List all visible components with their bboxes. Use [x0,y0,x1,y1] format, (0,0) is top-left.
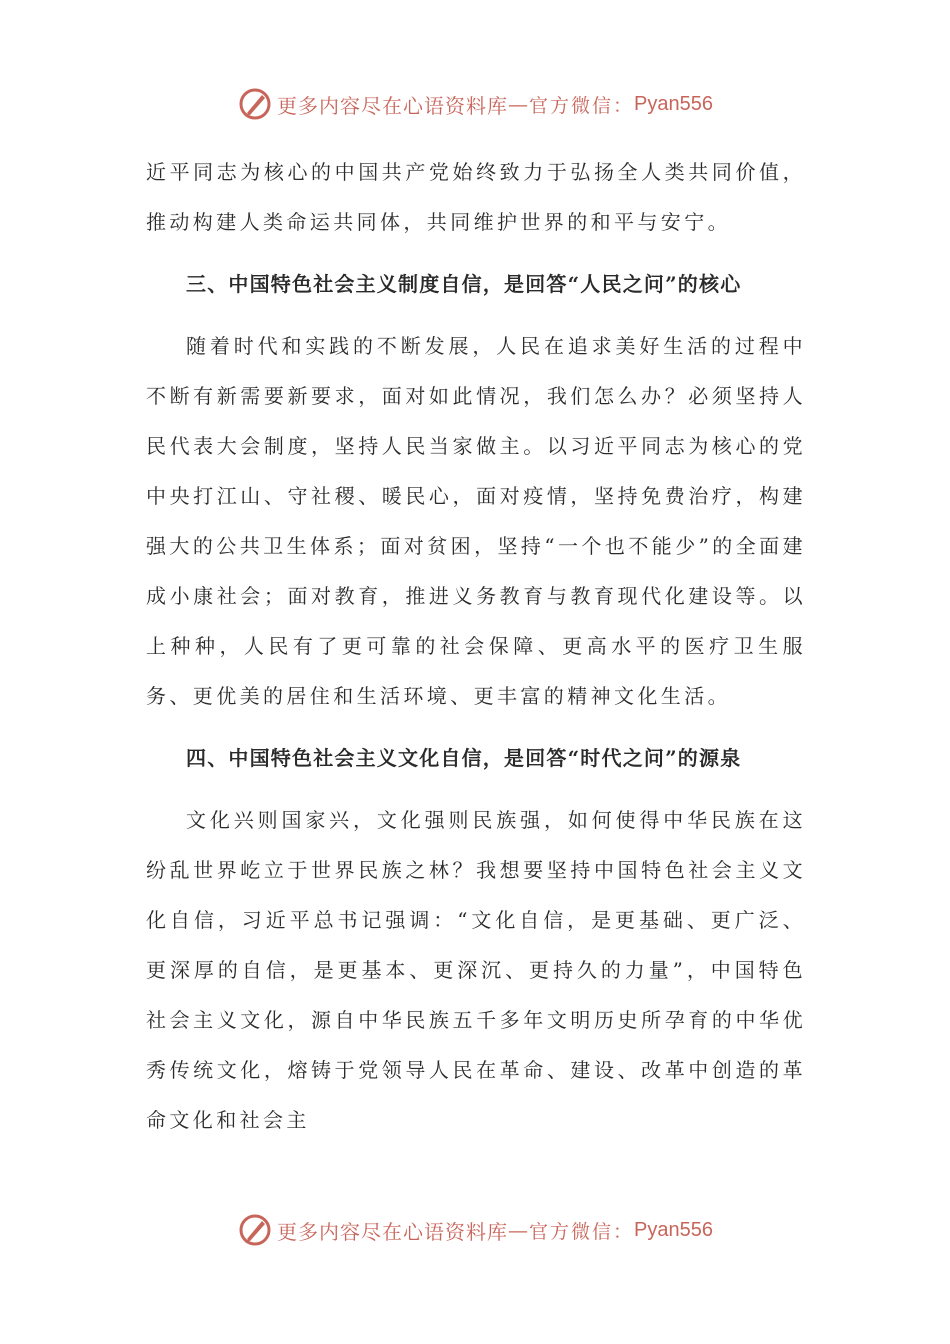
paragraph-section-4: 文化兴则国家兴，文化强则民族强，如何使得中华民族在这纷乱世界屹立于世界民族之林？我想要坚持中国特色社会主义文化自信，习近平总书记强调：“文化自信，是更基础、更广泛、更深厚的自信，是更基本、更深沉、更持久的力量”，中国特色社会主义文化，源自中华民族五千多年文明历史所孕育的中华优秀传统文化，熔铸于党领导人民在革命、建设、改革中创造的革命文化和社会主 [146,808,806,1132]
watermark-main-text: 更多内容尽在心语资料库 [277,1219,508,1244]
watermark-official-text: 官方微信： [529,1220,635,1243]
footer-watermark [0,1210,950,1250]
paragraph-section-3: 随着时代和实践的不断发展，人民在追求美好生活的过程中不断有新需要新要求，面对如此情况，我们怎么办？必须坚持人民代表大会制度，坚持人民当家做主。以习近平同志为核心的党中央打江山、守社稷、暖民心，面对疫情，坚持免费治疗，构建强大的公共卫生体系；面对贫困，坚持“一个也不能少”的全面建成小康社会；面对教育，推进义务教育与教育现代化建设等。以上种种，人民有了更可靠的社会保障、更高水平的医疗卫生服务、更优美的居住和生活环境、更丰富的精神文化生活。 [146,334,806,708]
paragraph-continuation: 近平同志为核心的中国共产党始终致力于弘扬全人类共同价值，推动构建人类命运共同体，共同维护世界的和平与安宁。 [146,160,806,234]
header-watermark [0,84,950,124]
watermark-wechat-id: Pyan556 [634,92,713,115]
watermark-wechat-id: Pyan556 [634,1218,713,1241]
watermark-dash: — [508,1218,529,1242]
document-body [146,147,806,1145]
pen-logo-icon [237,1212,273,1248]
section-heading-4: 四、中国特色社会主义文化自信，是回答“时代之问”的源泉 [186,746,742,770]
watermark-dash: — [508,92,529,116]
pen-logo-icon [237,86,273,122]
watermark-main-text: 更多内容尽在心语资料库 [277,93,508,118]
section-heading-3: 三、中国特色社会主义制度自信，是回答“人民之问”的核心 [186,272,742,296]
watermark-official-text: 官方微信： [529,94,635,117]
